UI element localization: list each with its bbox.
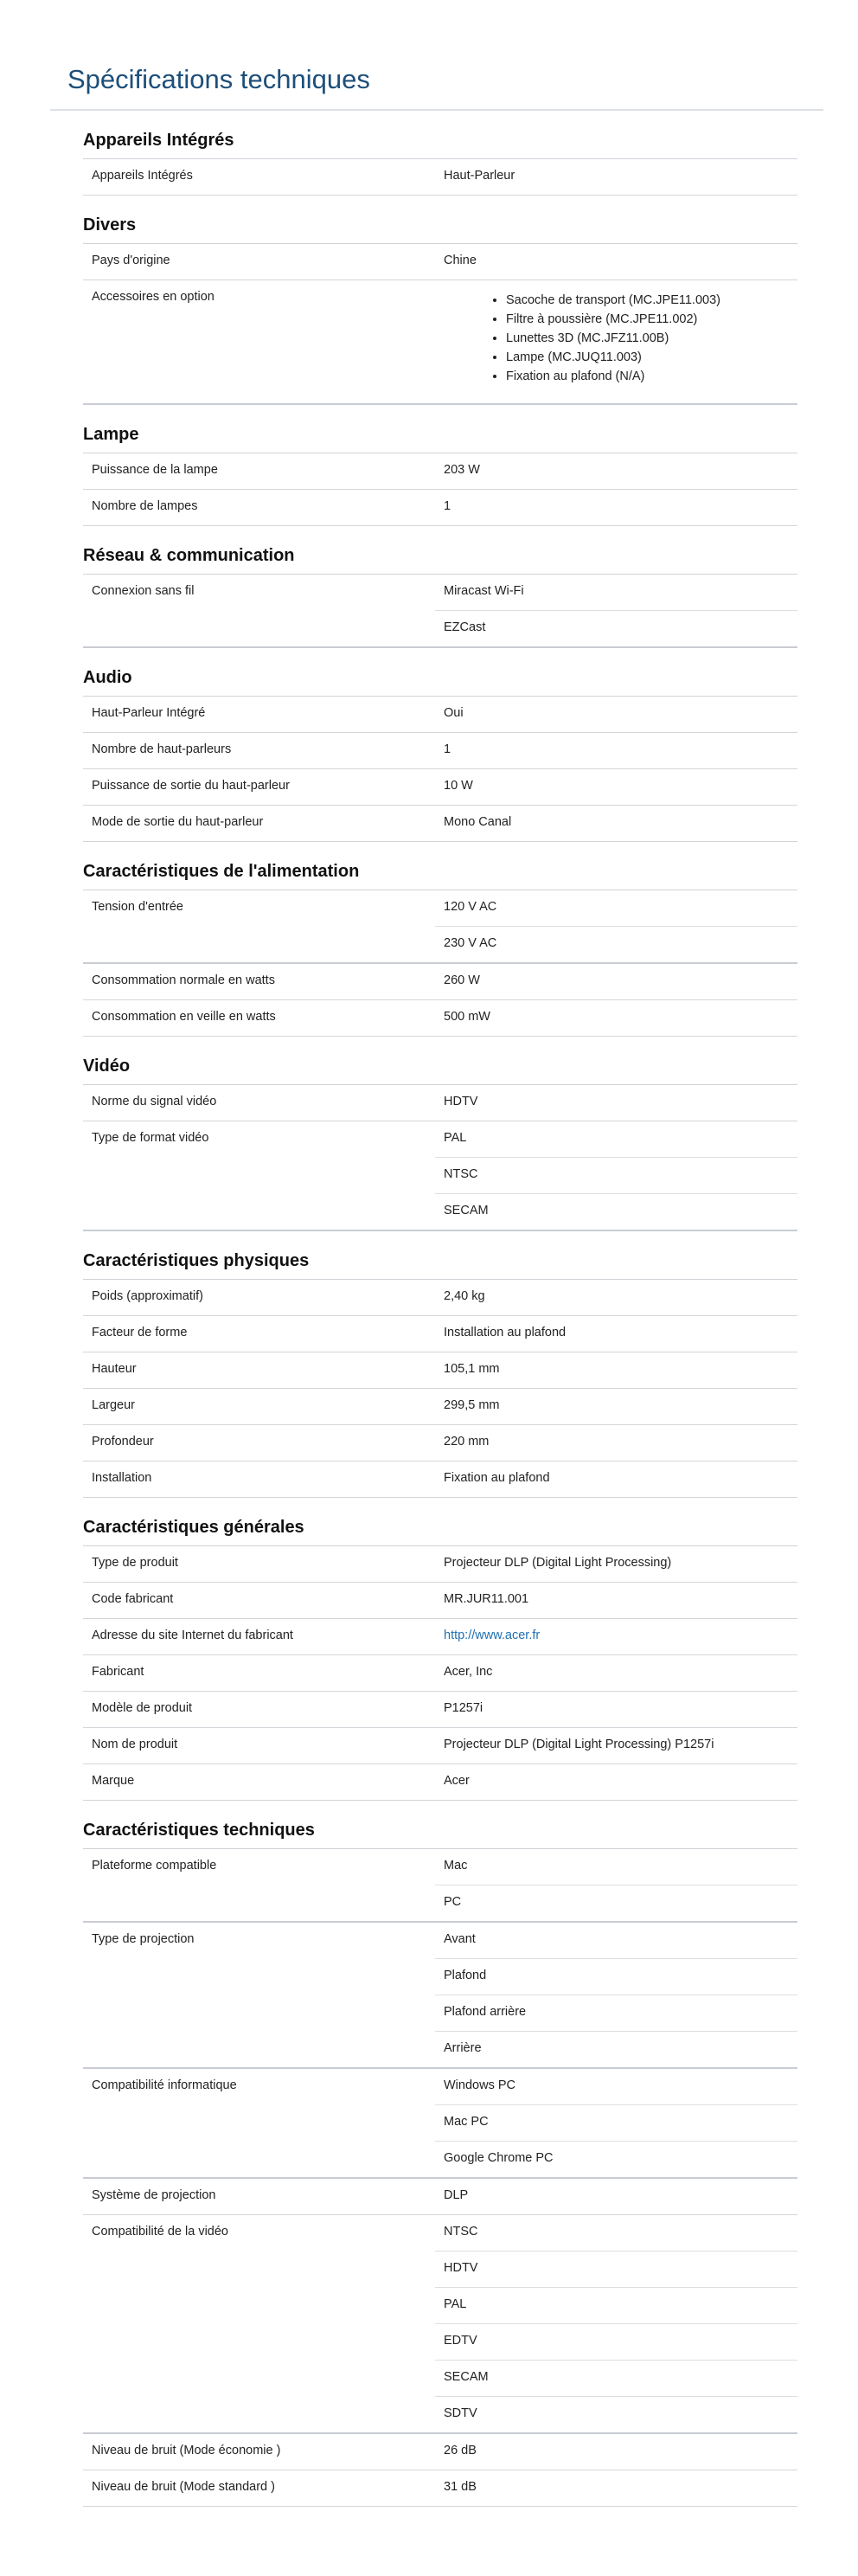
spec-label: Nombre de haut-parleurs — [83, 733, 435, 769]
spec-label: Largeur — [83, 1389, 435, 1425]
spec-value: Haut-Parleur — [435, 159, 797, 196]
accessory-list — [444, 291, 789, 386]
spec-label: Tension d'entrée — [83, 890, 435, 964]
section-title-caracteristiques-physiques: Caractéristiques physiques — [83, 1251, 310, 1270]
spec-value: Mac — [435, 1849, 797, 1885]
spec-value: NTSC — [435, 2215, 797, 2252]
spec-row — [83, 1085, 797, 1121]
spec-value: 31 dB — [435, 2470, 797, 2507]
spec-value: Oui — [435, 697, 797, 733]
spec-value: 1 — [435, 733, 797, 769]
spec-label: Code fabricant — [83, 1583, 435, 1619]
spec-row — [83, 1619, 797, 1655]
spec-row — [83, 890, 797, 927]
spec-row — [83, 1000, 797, 1037]
spec-label: Consommation en veille en watts — [83, 1000, 435, 1037]
spec-row — [83, 1922, 797, 1959]
spec-value: MR.JUR11.001 — [435, 1583, 797, 1619]
spec-label: Marque — [83, 1764, 435, 1801]
spec-content — [83, 111, 797, 2507]
spec-row — [83, 1728, 797, 1764]
spec-label: Adresse du site Internet du fabricant — [83, 1619, 435, 1655]
spec-label: Pays d'origine — [83, 244, 435, 280]
spec-label: Compatibilité de la vidéo — [83, 2215, 435, 2434]
spec-label: Plateforme compatible — [83, 1849, 435, 1923]
spec-row — [83, 244, 797, 280]
spec-value: Plafond arrière — [435, 1995, 797, 2032]
spec-row — [83, 1316, 797, 1352]
spec-value — [435, 1619, 797, 1655]
spec-value: 220 mm — [435, 1425, 797, 1461]
spec-table — [83, 158, 797, 196]
spec-label: Type de format vidéo — [83, 1121, 435, 1231]
spec-value: 299,5 mm — [435, 1389, 797, 1425]
spec-value: 230 V AC — [435, 927, 797, 964]
spec-value: EZCast — [435, 611, 797, 648]
spec-value: Acer — [435, 1764, 797, 1801]
section-title-caracteristiques-generales: Caractéristiques générales — [83, 1518, 304, 1537]
spec-table — [83, 1279, 797, 1498]
spec-value: 120 V AC — [435, 890, 797, 927]
accessory-item: • Fixation au plafond (N/A) — [506, 367, 789, 386]
spec-value: Plafond — [435, 1959, 797, 1995]
spec-value: P1257i — [435, 1692, 797, 1728]
spec-label: Hauteur — [83, 1352, 435, 1389]
section-title-divers: Divers — [83, 215, 137, 234]
spec-value: Arrière — [435, 2032, 797, 2069]
spec-label: Consommation normale en watts — [83, 963, 435, 1000]
spec-value: Mac PC — [435, 2105, 797, 2142]
spec-value — [435, 280, 797, 405]
spec-label: Système de projection — [83, 2178, 435, 2215]
spec-row — [83, 1121, 797, 1158]
spec-table — [83, 453, 797, 526]
spec-row — [83, 2470, 797, 2507]
spec-value: 105,1 mm — [435, 1352, 797, 1389]
spec-row — [83, 1764, 797, 1801]
spec-value: Google Chrome PC — [435, 2142, 797, 2179]
spec-table — [83, 890, 797, 1037]
spec-row — [83, 453, 797, 490]
spec-label: Modèle de produit — [83, 1692, 435, 1728]
spec-label: Nombre de lampes — [83, 490, 435, 526]
spec-row — [83, 2433, 797, 2470]
spec-value: 203 W — [435, 453, 797, 490]
spec-row — [83, 1352, 797, 1389]
spec-value: PC — [435, 1885, 797, 1923]
accessory-item: • Sacoche de transport (MC.JPE11.003) — [506, 291, 789, 310]
spec-value: Mono Canal — [435, 806, 797, 842]
section-title-caracteristiques-techniques: Caractéristiques techniques — [83, 1821, 315, 1840]
spec-label: Puissance de sortie du haut-parleur — [83, 769, 435, 806]
section-title-caracteristiques-de-l-alimentation: Caractéristiques de l'alimentation — [83, 862, 360, 881]
spec-label: Norme du signal vidéo — [83, 1085, 435, 1121]
spec-value: 10 W — [435, 769, 797, 806]
spec-row — [83, 1692, 797, 1728]
spec-value: Acer, Inc — [435, 1655, 797, 1692]
spec-row — [83, 769, 797, 806]
spec-value: SECAM — [435, 1194, 797, 1231]
spec-label: Haut-Parleur Intégré — [83, 697, 435, 733]
spec-table — [83, 243, 797, 405]
spec-row — [83, 1849, 797, 1885]
spec-value: 1 — [435, 490, 797, 526]
section-title-appareils-integres: Appareils Intégrés — [83, 131, 234, 150]
spec-value: 260 W — [435, 963, 797, 1000]
spec-value: Installation au plafond — [435, 1316, 797, 1352]
spec-row — [83, 490, 797, 526]
accessory-item: • Lampe (MC.JUQ11.003) — [506, 348, 789, 367]
spec-row — [83, 1461, 797, 1498]
spec-row — [83, 2215, 797, 2252]
spec-row — [83, 2178, 797, 2215]
spec-label: Fabricant — [83, 1655, 435, 1692]
section-title-lampe: Lampe — [83, 425, 139, 444]
spec-row — [83, 1280, 797, 1316]
spec-label: Nom de produit — [83, 1728, 435, 1764]
spec-table — [83, 1084, 797, 1231]
section-title-audio: Audio — [83, 668, 132, 687]
spec-value: Miracast Wi-Fi — [435, 575, 797, 611]
section-title-video: Vidéo — [83, 1057, 131, 1076]
spec-row — [83, 733, 797, 769]
spec-table — [83, 574, 797, 648]
spec-row — [83, 1425, 797, 1461]
spec-value: HDTV — [435, 1085, 797, 1121]
spec-row — [83, 159, 797, 196]
page-title: Spécifications techniques — [67, 64, 370, 94]
spec-row — [83, 575, 797, 611]
spec-table — [83, 1545, 797, 1801]
spec-value: SECAM — [435, 2361, 797, 2397]
spec-label: Type de projection — [83, 1922, 435, 2068]
spec-row — [83, 1389, 797, 1425]
spec-value: NTSC — [435, 1158, 797, 1194]
manufacturer-website-link[interactable]: http://www.acer.fr — [444, 1628, 541, 1642]
spec-value: Projecteur DLP (Digital Light Processing) P1257i — [435, 1728, 797, 1764]
spec-row — [83, 280, 797, 405]
spec-value: Projecteur DLP (Digital Light Processing) — [435, 1546, 797, 1583]
spec-row — [83, 806, 797, 842]
spec-row — [83, 1583, 797, 1619]
accessory-item: • Filtre à poussière (MC.JPE11.002) — [506, 310, 789, 329]
spec-label: Compatibilité informatique — [83, 2068, 435, 2178]
spec-value: Fixation au plafond — [435, 1461, 797, 1498]
spec-row — [83, 2068, 797, 2105]
spec-row — [83, 697, 797, 733]
spec-label: Accessoires en option — [83, 280, 435, 405]
accessory-item: • Lunettes 3D (MC.JFZ11.00B) — [506, 329, 789, 348]
spec-label: Niveau de bruit (Mode économie ) — [83, 2433, 435, 2470]
spec-value: Avant — [435, 1922, 797, 1959]
spec-label: Profondeur — [83, 1425, 435, 1461]
spec-value: EDTV — [435, 2324, 797, 2361]
spec-label: Niveau de bruit (Mode standard ) — [83, 2470, 435, 2507]
spec-value: Chine — [435, 244, 797, 280]
spec-value: Windows PC — [435, 2068, 797, 2105]
spec-label: Poids (approximatif) — [83, 1280, 435, 1316]
spec-value: PAL — [435, 2288, 797, 2324]
spec-row — [83, 963, 797, 1000]
spec-row — [83, 1546, 797, 1583]
spec-value: 2,40 kg — [435, 1280, 797, 1316]
spec-label: Appareils Intégrés — [83, 159, 435, 196]
section-title-reseau-communication: Réseau & communication — [83, 546, 295, 565]
spec-value: PAL — [435, 1121, 797, 1158]
spec-table — [83, 1848, 797, 2507]
spec-table — [83, 696, 797, 842]
spec-value: DLP — [435, 2178, 797, 2215]
spec-value: 26 dB — [435, 2433, 797, 2470]
spec-label: Puissance de la lampe — [83, 453, 435, 490]
spec-value: HDTV — [435, 2252, 797, 2288]
spec-label: Installation — [83, 1461, 435, 1498]
spec-label: Connexion sans fil — [83, 575, 435, 648]
spec-label: Facteur de forme — [83, 1316, 435, 1352]
spec-value: 500 mW — [435, 1000, 797, 1037]
spec-row — [83, 1655, 797, 1692]
spec-value: SDTV — [435, 2397, 797, 2434]
spec-label: Mode de sortie du haut-parleur — [83, 806, 435, 842]
spec-label: Type de produit — [83, 1546, 435, 1583]
